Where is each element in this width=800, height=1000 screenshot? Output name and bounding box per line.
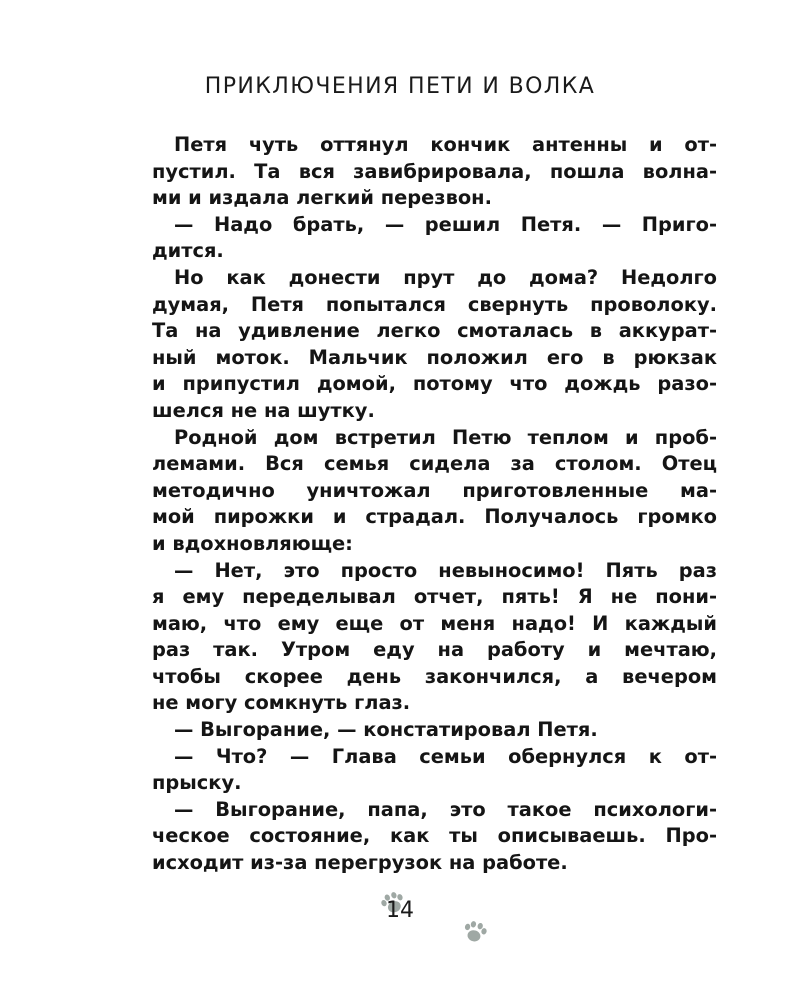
text-line: — Выгорание, папа, это такое психологи- (174, 797, 717, 821)
text-line: пустил. Та вся завибрировала, пошла волна- (152, 159, 717, 183)
text-line: Петя чуть оттянул кончик антенны и от- (174, 133, 717, 156)
text-line: не могу сомкнуть глаз. (152, 691, 411, 715)
text-line: методично уничтожал приготовленные ма- (152, 478, 717, 502)
text-line: чтобы скорее день закончился, а вечером (152, 664, 717, 688)
text-line: дится. (152, 239, 224, 263)
text-line: мой пирожки и страдал. Получалось громко (152, 505, 717, 529)
text-line: — Выгорание, — констатировал Петя. (174, 718, 598, 742)
running-title: ПРИКЛЮЧЕНИЯ ПЕТИ И ВОЛКА (204, 74, 596, 99)
text-line: лемами. Вся семья сидела за столом. Отец (152, 452, 717, 476)
text-line: и вдохновляюще: (152, 531, 353, 555)
page-number: 14 (386, 898, 414, 923)
text-line: прыску. (152, 771, 242, 795)
text-line: шелся не на шутку. (152, 398, 375, 422)
text-line: — Что? — Глава семьи обернулся к от- (174, 744, 717, 768)
text-line: Но как донести прут до дома? Недолго (174, 265, 717, 289)
text-line: Та на удивление легко смоталась в аккурат- (152, 319, 717, 343)
text-line: маю, что ему еще от меня надо! И каждый (152, 611, 717, 635)
text-line: ческое состояние, как ты описываешь. Про- (152, 824, 717, 848)
text-line: исходит из-за перегрузок на работе. (152, 851, 568, 875)
body-text (152, 132, 717, 877)
text-line: — Нет, это просто невыносимо! Пять раз (174, 558, 717, 582)
text-line: — Надо брать, — решил Петя. — Приго- (174, 212, 717, 236)
text-line: ный моток. Мальчик положил его в рюкзак (152, 345, 717, 369)
text-line: и припустил домой, потому что дождь разо- (152, 372, 717, 396)
text-line: ми и издала легкий перезвон. (152, 186, 492, 210)
text-line: думая, Петя попытался свернуть проволоку. (152, 292, 717, 316)
text-line: Родной дом встретил Петю теплом и проб- (174, 425, 717, 449)
text-line: я ему переделывал отчет, пять! Я не пони- (152, 585, 717, 609)
text-line: раз так. Утром еду на работу и мечтаю, (152, 638, 717, 662)
paw-print-icon (460, 919, 490, 945)
